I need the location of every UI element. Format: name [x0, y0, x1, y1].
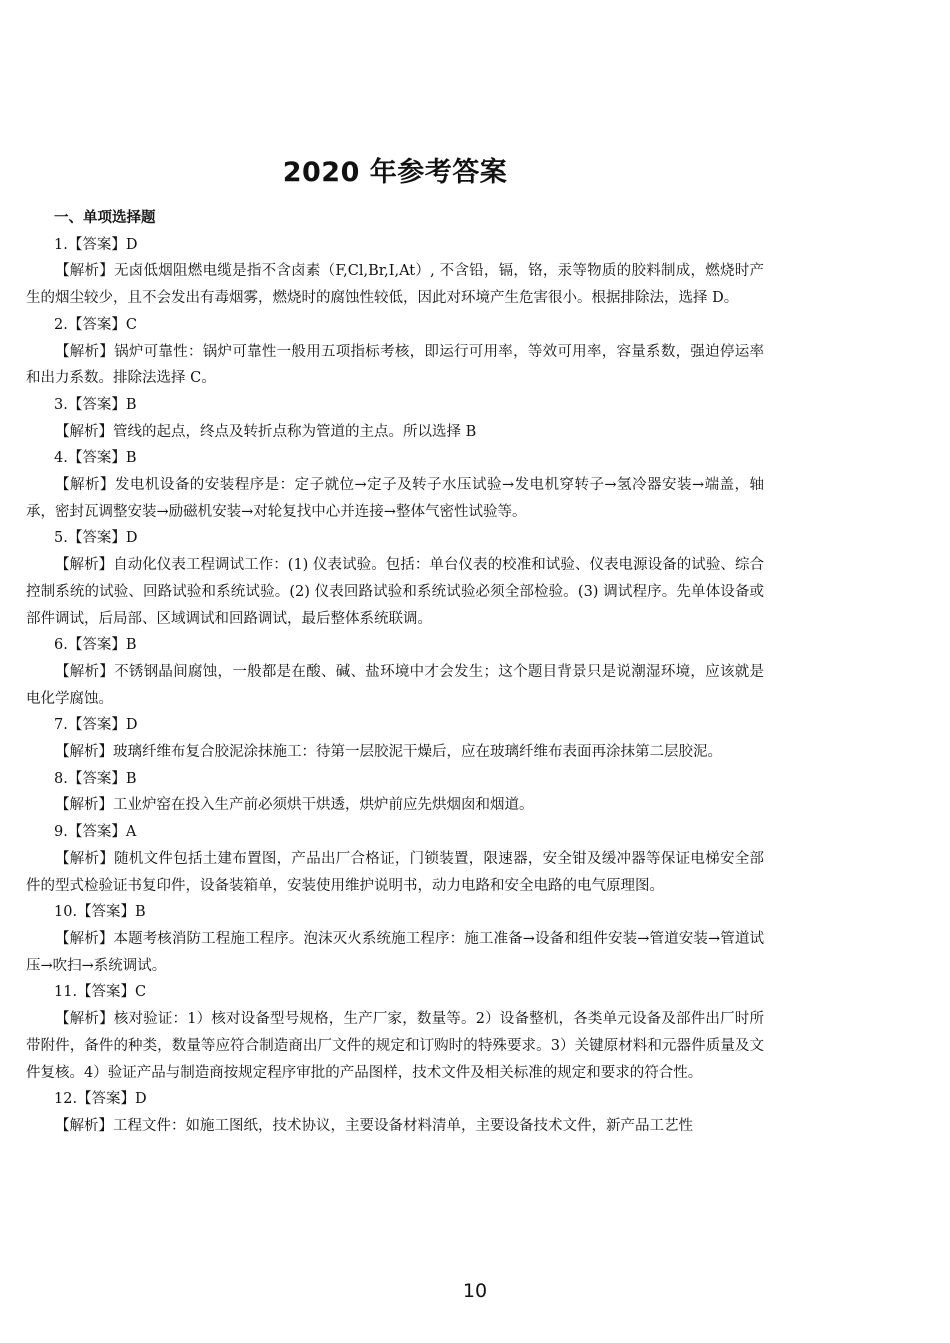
answer-9: 9.【答案】A	[54, 824, 137, 841]
answer-3: 3.【答案】B	[54, 396, 137, 413]
answer-7: 7.【答案】D	[54, 717, 138, 734]
explanation-5: 【解析】自动化仪表工程调试工作：(1) 仪表试验。包括：单台仪表的校准和试验、仪表电源设备的试验、综合控制系统的试验、回路试验和系统试验。(2) 仪表回路试验和系统试验必须全部检验。(3) 调试程序。先单体设备或部件调试，后局部、区域调试和回路调试，最后整体系统联调。	[26, 557, 764, 627]
page-number: 10	[462, 1280, 488, 1302]
answer-5: 5.【答案】D	[54, 530, 138, 547]
answer-1: 1.【答案】D	[54, 236, 138, 253]
answer-6: 6.【答案】B	[54, 637, 137, 654]
explanation-3: 【解析】管线的起点，终点及转折点称为管道的主点。所以选择 B	[55, 423, 477, 440]
answer-10: 10.【答案】B	[54, 904, 146, 921]
answer-content	[26, 205, 764, 1140]
answer-12: 12.【答案】D	[54, 1091, 147, 1108]
answer-8: 8.【答案】B	[54, 770, 137, 787]
explanation-11: 【解析】核对验证：1）核对设备型号规格，生产厂家，数量等。2）设备整机，各类单元设备及部件出厂时所带附件，备件的种类，数量等应符合制造商出厂文件的规定和订购时的特殊要求。3）关键原材料和元器件质量及文件复核。4）验证产品与制造商按规定程序审批的产品图样，技术文件及相关标准的规定和要求的符合性。	[26, 1011, 764, 1081]
explanation-8: 【解析】工业炉窑在投入生产前必须烘干烘透，烘炉前应先烘烟囱和烟道。	[55, 797, 534, 814]
page-title: 2020 年参考答案	[282, 157, 508, 188]
explanation-1: 【解析】无卤低烟阻燃电缆是指不含卤素（F,Cl,Br,I,At）, 不含铅，镉，铬，汞等物质的胶料制成，燃烧时产生的烟尘较少，且不会发出有毒烟雾，燃烧时的腐蚀性较低，因此对环境产生危害很小。根据排除法，选择 D。	[26, 263, 764, 307]
explanation-10: 【解析】本题考核消防工程施工程序。泡沫灭火系统施工程序：施工准备→设备和组件安装→管道安装→管道试压→吹扫→系统调试。	[26, 930, 764, 974]
answer-4: 4.【答案】B	[54, 450, 137, 467]
explanation-2: 【解析】锅炉可靠性：锅炉可靠性一般用五项指标考核，即运行可用率，等效可用率，容量系数，强迫停运率和出力系数。排除法选择 C。	[26, 343, 764, 387]
explanation-6: 【解析】不锈钢晶间腐蚀，一般都是在酸、碱、盐环境中才会发生；这个题目背景只是说潮湿环境，应该就是电化学腐蚀。	[26, 663, 764, 707]
section-title: 一、单项选择题	[54, 210, 156, 226]
explanation-7: 【解析】玻璃纤维布复合胶泥涂抹施工：待第一层胶泥干燥后，应在玻璃纤维布表面再涂抹第二层胶泥。	[55, 744, 722, 761]
explanation-4: 【解析】发电机设备的安装程序是：定子就位→定子及转子水压试验→发电机穿转子→氢冷器安装→端盖，轴承，密封瓦调整安装→励磁机安装→对轮复找中心并连接→整体气密性试验等。	[26, 477, 764, 520]
explanation-9: 【解析】随机文件包括土建布置图，产品出厂合格证，门锁装置，限速器，安全钳及缓冲器等保证电梯安全部件的型式检验证书复印件，设备装箱单，安装使用维护说明书，动力电路和安全电路的电气原理图。	[26, 850, 764, 894]
answer-2: 2.【答案】C	[54, 316, 137, 333]
answer-11: 11.【答案】C	[54, 984, 147, 1001]
explanation-12: 【解析】工程文件：如施工图纸，技术协议，主要设备材料清单，主要设备技术文件，新产品工艺性	[55, 1117, 693, 1134]
